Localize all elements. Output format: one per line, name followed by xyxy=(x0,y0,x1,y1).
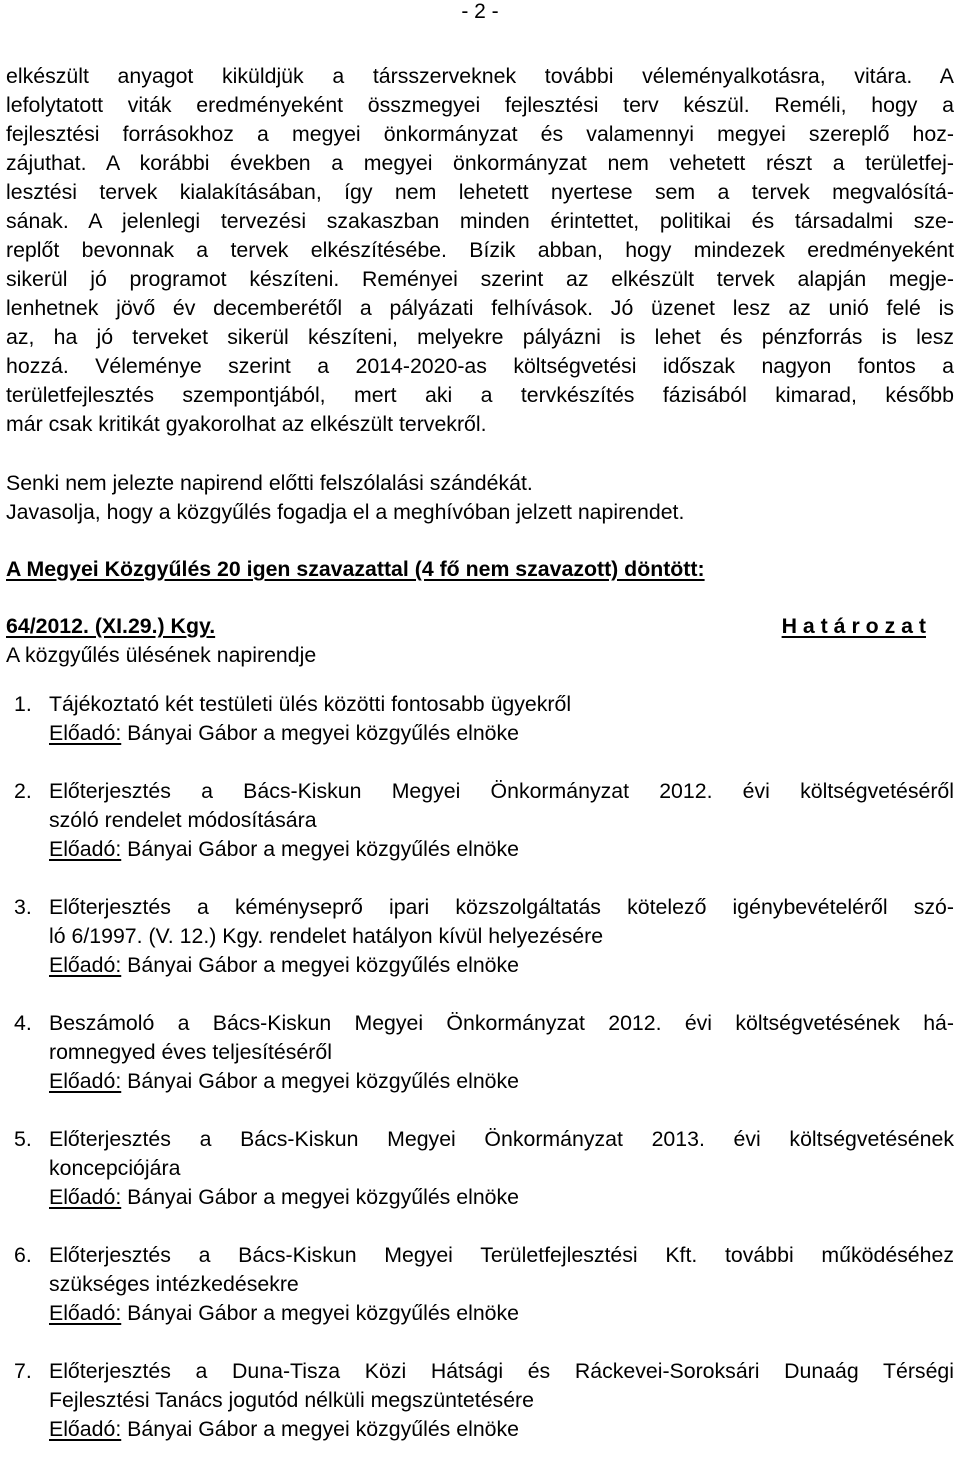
agenda-item-number: 3. xyxy=(14,895,32,919)
paragraph-line: lefolytatott viták eredményeként összmegyei fejlesztési terv készül. Reméli, hogy a xyxy=(6,93,954,117)
agenda-item-title: Előterjesztés a Bács-Kiskun Megyei Területfejlesztési Kft. további működéséhez xyxy=(49,1243,954,1267)
agenda-item-presenter xyxy=(49,951,954,980)
document-body xyxy=(6,62,954,1444)
agenda-item-presenter xyxy=(49,1299,954,1328)
presenter-label: Előadó: xyxy=(49,837,122,861)
paragraph-line: sikerül jó programot készíteni. Reményei szerint az elkészült tervek alapján megje- xyxy=(6,267,954,291)
agenda-item-title-cont: szóló rendelet módosítására xyxy=(49,808,317,832)
agenda-item-number: 7. xyxy=(14,1359,32,1383)
page-number: - 2 - xyxy=(461,0,499,23)
agenda-item-number: 1. xyxy=(14,692,32,716)
decision-title: A közgyűlés ülésének napirendje xyxy=(6,643,317,667)
decision-header xyxy=(6,612,954,641)
paragraph-line: replőt bevonnak a tervek elkészítésébe. Bízik abban, hogy mindezek eredményeként xyxy=(6,238,954,262)
agenda-item-number: 6. xyxy=(14,1243,32,1267)
presenter-name: Bányai Gábor a megyei közgyűlés elnöke xyxy=(127,1069,520,1093)
agenda-item xyxy=(6,1125,954,1212)
agenda-item-presenter xyxy=(49,1415,954,1444)
paragraph-line: zájuthat. A korábbi években a megyei önkormányzat nem vehetett részt a területfej- xyxy=(6,151,954,175)
paragraph-line: hozzá. Véleménye szerint a 2014-2020-as költségvetési időszak nagyon fontos a xyxy=(6,354,954,378)
agenda-item-number: 2. xyxy=(14,779,32,803)
presenter-label: Előadó: xyxy=(49,953,122,977)
vote-result: A Megyei Közgyűlés 20 igen szavazattal (4 fő nem szavazott) döntött: xyxy=(6,557,705,581)
agenda-item-presenter xyxy=(49,719,954,748)
presenter-name: Bányai Gábor a megyei közgyűlés elnöke xyxy=(127,721,520,745)
presenter-label: Előadó: xyxy=(49,1069,122,1093)
paragraph-line: területfejlesztés szempontjából, mert aki a tervkészítés fázisából kimarad, később xyxy=(6,383,954,407)
agenda-item-title: Előterjesztés a Bács-Kiskun Megyei Önkormányzat 2012. évi költségvetéséről xyxy=(49,779,954,803)
paragraph-line: az, ha jó terveket sikerül készíteni, melyekre pályázni is lehet és pénzforrás is lesz xyxy=(6,325,954,349)
presenter-label: Előadó: xyxy=(49,1417,122,1441)
statement-line: Javasolja, hogy a közgyűlés fogadja el a meghívóban jelzett napirendet. xyxy=(6,500,685,524)
agenda-item-number: 5. xyxy=(14,1127,32,1151)
agenda-item-title-cont: romnegyed éves teljesítéséről xyxy=(49,1040,332,1064)
agenda-item-title: Beszámoló a Bács-Kiskun Megyei Önkormányzat 2012. évi költségvetésének há- xyxy=(49,1011,954,1035)
agenda-item xyxy=(6,1241,954,1328)
agenda-item xyxy=(6,1357,954,1444)
agenda-item-presenter xyxy=(49,1183,954,1212)
agenda-item xyxy=(6,690,954,748)
decision-number: 64/2012. (XI.29.) Kgy. xyxy=(6,614,216,638)
agenda-item-title-cont: koncepciójára xyxy=(49,1156,181,1180)
presenter-name: Bányai Gábor a megyei közgyűlés elnöke xyxy=(127,1417,520,1441)
agenda-list xyxy=(6,690,954,1444)
decision-type: H a t á r o z a t xyxy=(781,614,926,638)
agenda-item-title-cont: szükséges intézkedésekre xyxy=(49,1272,299,1296)
statement-line: Senki nem jelezte napirend előtti felszólalási szándékát. xyxy=(6,471,533,495)
agenda-item-presenter xyxy=(49,835,954,864)
presenter-name: Bányai Gábor a megyei közgyűlés elnöke xyxy=(127,1301,520,1325)
paragraph-line: már csak kritikát gyakorolhat az elkészült tervekről. xyxy=(6,412,487,436)
body-paragraph xyxy=(6,62,954,439)
agenda-item-title: Előterjesztés a kéményseprő ipari közszolgáltatás kötelező igénybevételéről szó- xyxy=(49,895,954,919)
presenter-name: Bányai Gábor a megyei közgyűlés elnöke xyxy=(127,953,520,977)
agenda-item-title: Előterjesztés a Bács-Kiskun Megyei Önkormányzat 2013. évi költségvetésének xyxy=(49,1127,954,1151)
presenter-name: Bányai Gábor a megyei közgyűlés elnöke xyxy=(127,1185,520,1209)
presenter-label: Előadó: xyxy=(49,1301,122,1325)
agenda-item-number: 4. xyxy=(14,1011,32,1035)
presenter-label: Előadó: xyxy=(49,721,122,745)
paragraph-line: fejlesztési forrásokhoz a megyei önkormányzat és valamennyi megyei szereplő hoz- xyxy=(6,122,954,146)
chair-statement xyxy=(6,469,954,527)
agenda-item-title: Tájékoztató két testületi ülés közötti fontosabb ügyekről xyxy=(49,692,572,716)
presenter-label: Előadó: xyxy=(49,1185,122,1209)
agenda-item xyxy=(6,777,954,864)
paragraph-line: lenhetnek jövő év decemberétől a pályázati felhívások. Jó üzenet lesz az unió felé is xyxy=(6,296,954,320)
agenda-item-title-cont: Fejlesztési Tanács jogutód nélküli megszüntetésére xyxy=(49,1388,534,1412)
agenda-item xyxy=(6,893,954,980)
paragraph-line: sának. A jelenlegi tervezési szakaszban minden érintettet, politikai és társadalmi sze- xyxy=(6,209,954,233)
paragraph-line: lesztési tervek kialakításában, így nem lehetett nyertese sem a tervek megvalósítá- xyxy=(6,180,954,204)
presenter-name: Bányai Gábor a megyei közgyűlés elnöke xyxy=(127,837,520,861)
agenda-item-presenter xyxy=(49,1067,954,1096)
paragraph-line: elkészült anyagot kiküldjük a társszerveknek további véleményalkotásra, vitára. A xyxy=(6,64,954,88)
agenda-item-title: Előterjesztés a Duna-Tisza Közi Hátsági és Ráckevei-Soroksári Dunaág Térségi xyxy=(49,1359,954,1383)
agenda-item-title-cont: ló 6/1997. (V. 12.) Kgy. rendelet hatályon kívül helyezésére xyxy=(49,924,604,948)
agenda-item xyxy=(6,1009,954,1096)
